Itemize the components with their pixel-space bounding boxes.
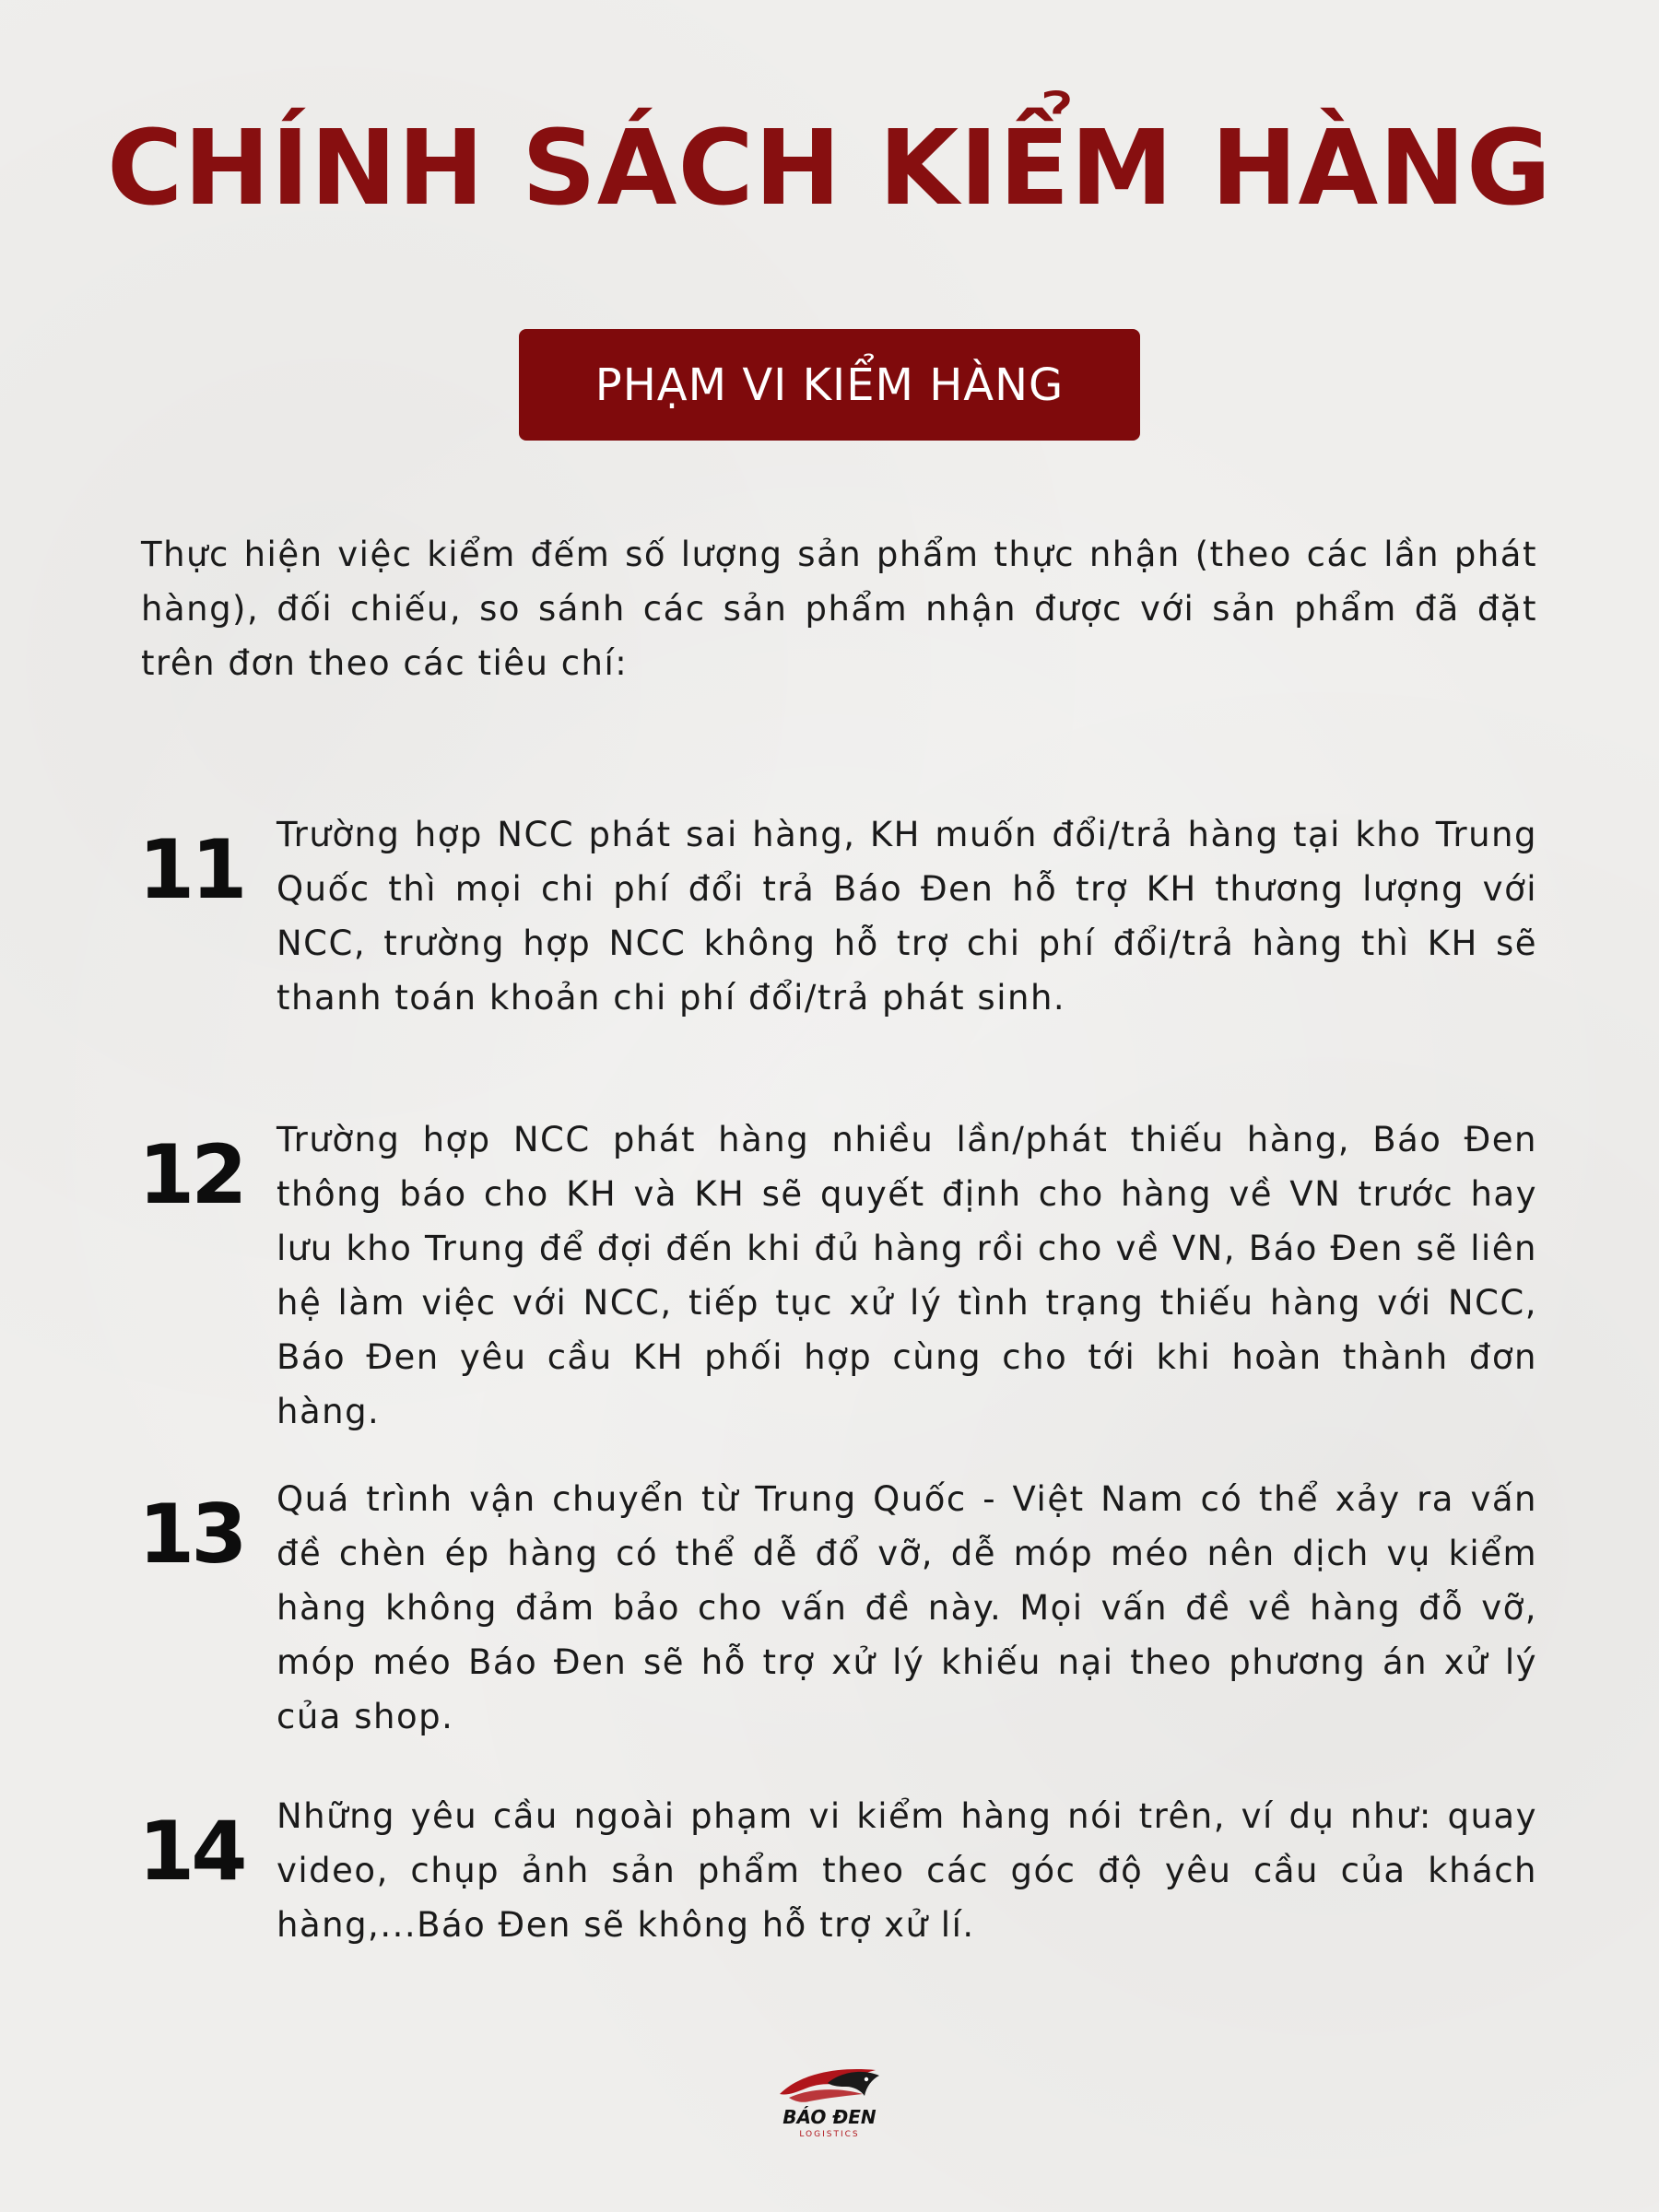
item-number: 12 (138, 1127, 244, 1222)
item-text: Những yêu cầu ngoài phạm vi kiểm hàng nói trên, ví dụ như: quay video, chụp ảnh sản phẩm theo các góc độ yêu cầu của khách hàng,...Báo Đen sẽ không hỗ trợ xử lí. (276, 1796, 1537, 1945)
page-title: CHÍNH SÁCH KIỂM HÀNG (107, 109, 1552, 229)
item-number: 11 (138, 822, 244, 917)
section-badge (519, 329, 1140, 441)
item-text: Quá trình vận chuyển từ Trung Quốc - Việt Nam có thể xảy ra vấn đề chèn ép hàng có thể dễ đổ vỡ, dễ móp méo nên dịch vụ kiểm hàng không đảm bảo cho vấn đề này. Mọi vấn đề về hàng đỗ vỡ, móp méo Báo Đen sẽ hỗ trợ xử lý khiếu nại theo phương án xử lý của shop. (276, 1479, 1537, 1736)
item-text: Trường hợp NCC phát hàng nhiều lần/phát thiếu hàng, Báo Đen thông báo cho KH và KH sẽ quyết định cho hàng về VN trước hay lưu kho Trung để đợi đến khi đủ hàng rồi cho về VN, Báo Đen sẽ liên hệ làm việc với NCC, tiếp tục xử lý tình trạng thiếu hàng với NCC, Báo Đen yêu cầu KH phối hợp cùng cho tới khi hoàn thành đơn hàng. (276, 1120, 1537, 1431)
item-number: 14 (138, 1804, 244, 1899)
panther-logo-icon (772, 2055, 887, 2147)
item-number: 13 (138, 1487, 244, 1582)
svg-text:BÁO ĐEN: BÁO ĐEN (782, 2106, 877, 2128)
section-badge-label: PHẠM VI KIỂM HÀNG (594, 359, 1065, 411)
item-text: Trường hợp NCC phát sai hàng, KH muốn đổi/trả hàng tại kho Trung Quốc thì mọi chi phí đổi trả Báo Đen hỗ trợ KH thương lượng với NCC, trường hợp NCC không hỗ trợ chi phí đổi/trả hàng thì KH sẽ thanh toán khoản chi phí đổi/trả phát sinh. (276, 815, 1537, 1018)
intro-paragraph: Thực hiện việc kiểm đếm số lượng sản phẩm thực nhận (theo các lần phát hàng), đối chiếu, so sánh các sản phẩm nhận được với sản phẩm đã đặt trên đơn theo các tiêu chí: (141, 535, 1537, 683)
svg-text:LOGISTICS: LOGISTICS (799, 2130, 860, 2139)
brand-logo (772, 2055, 887, 2147)
